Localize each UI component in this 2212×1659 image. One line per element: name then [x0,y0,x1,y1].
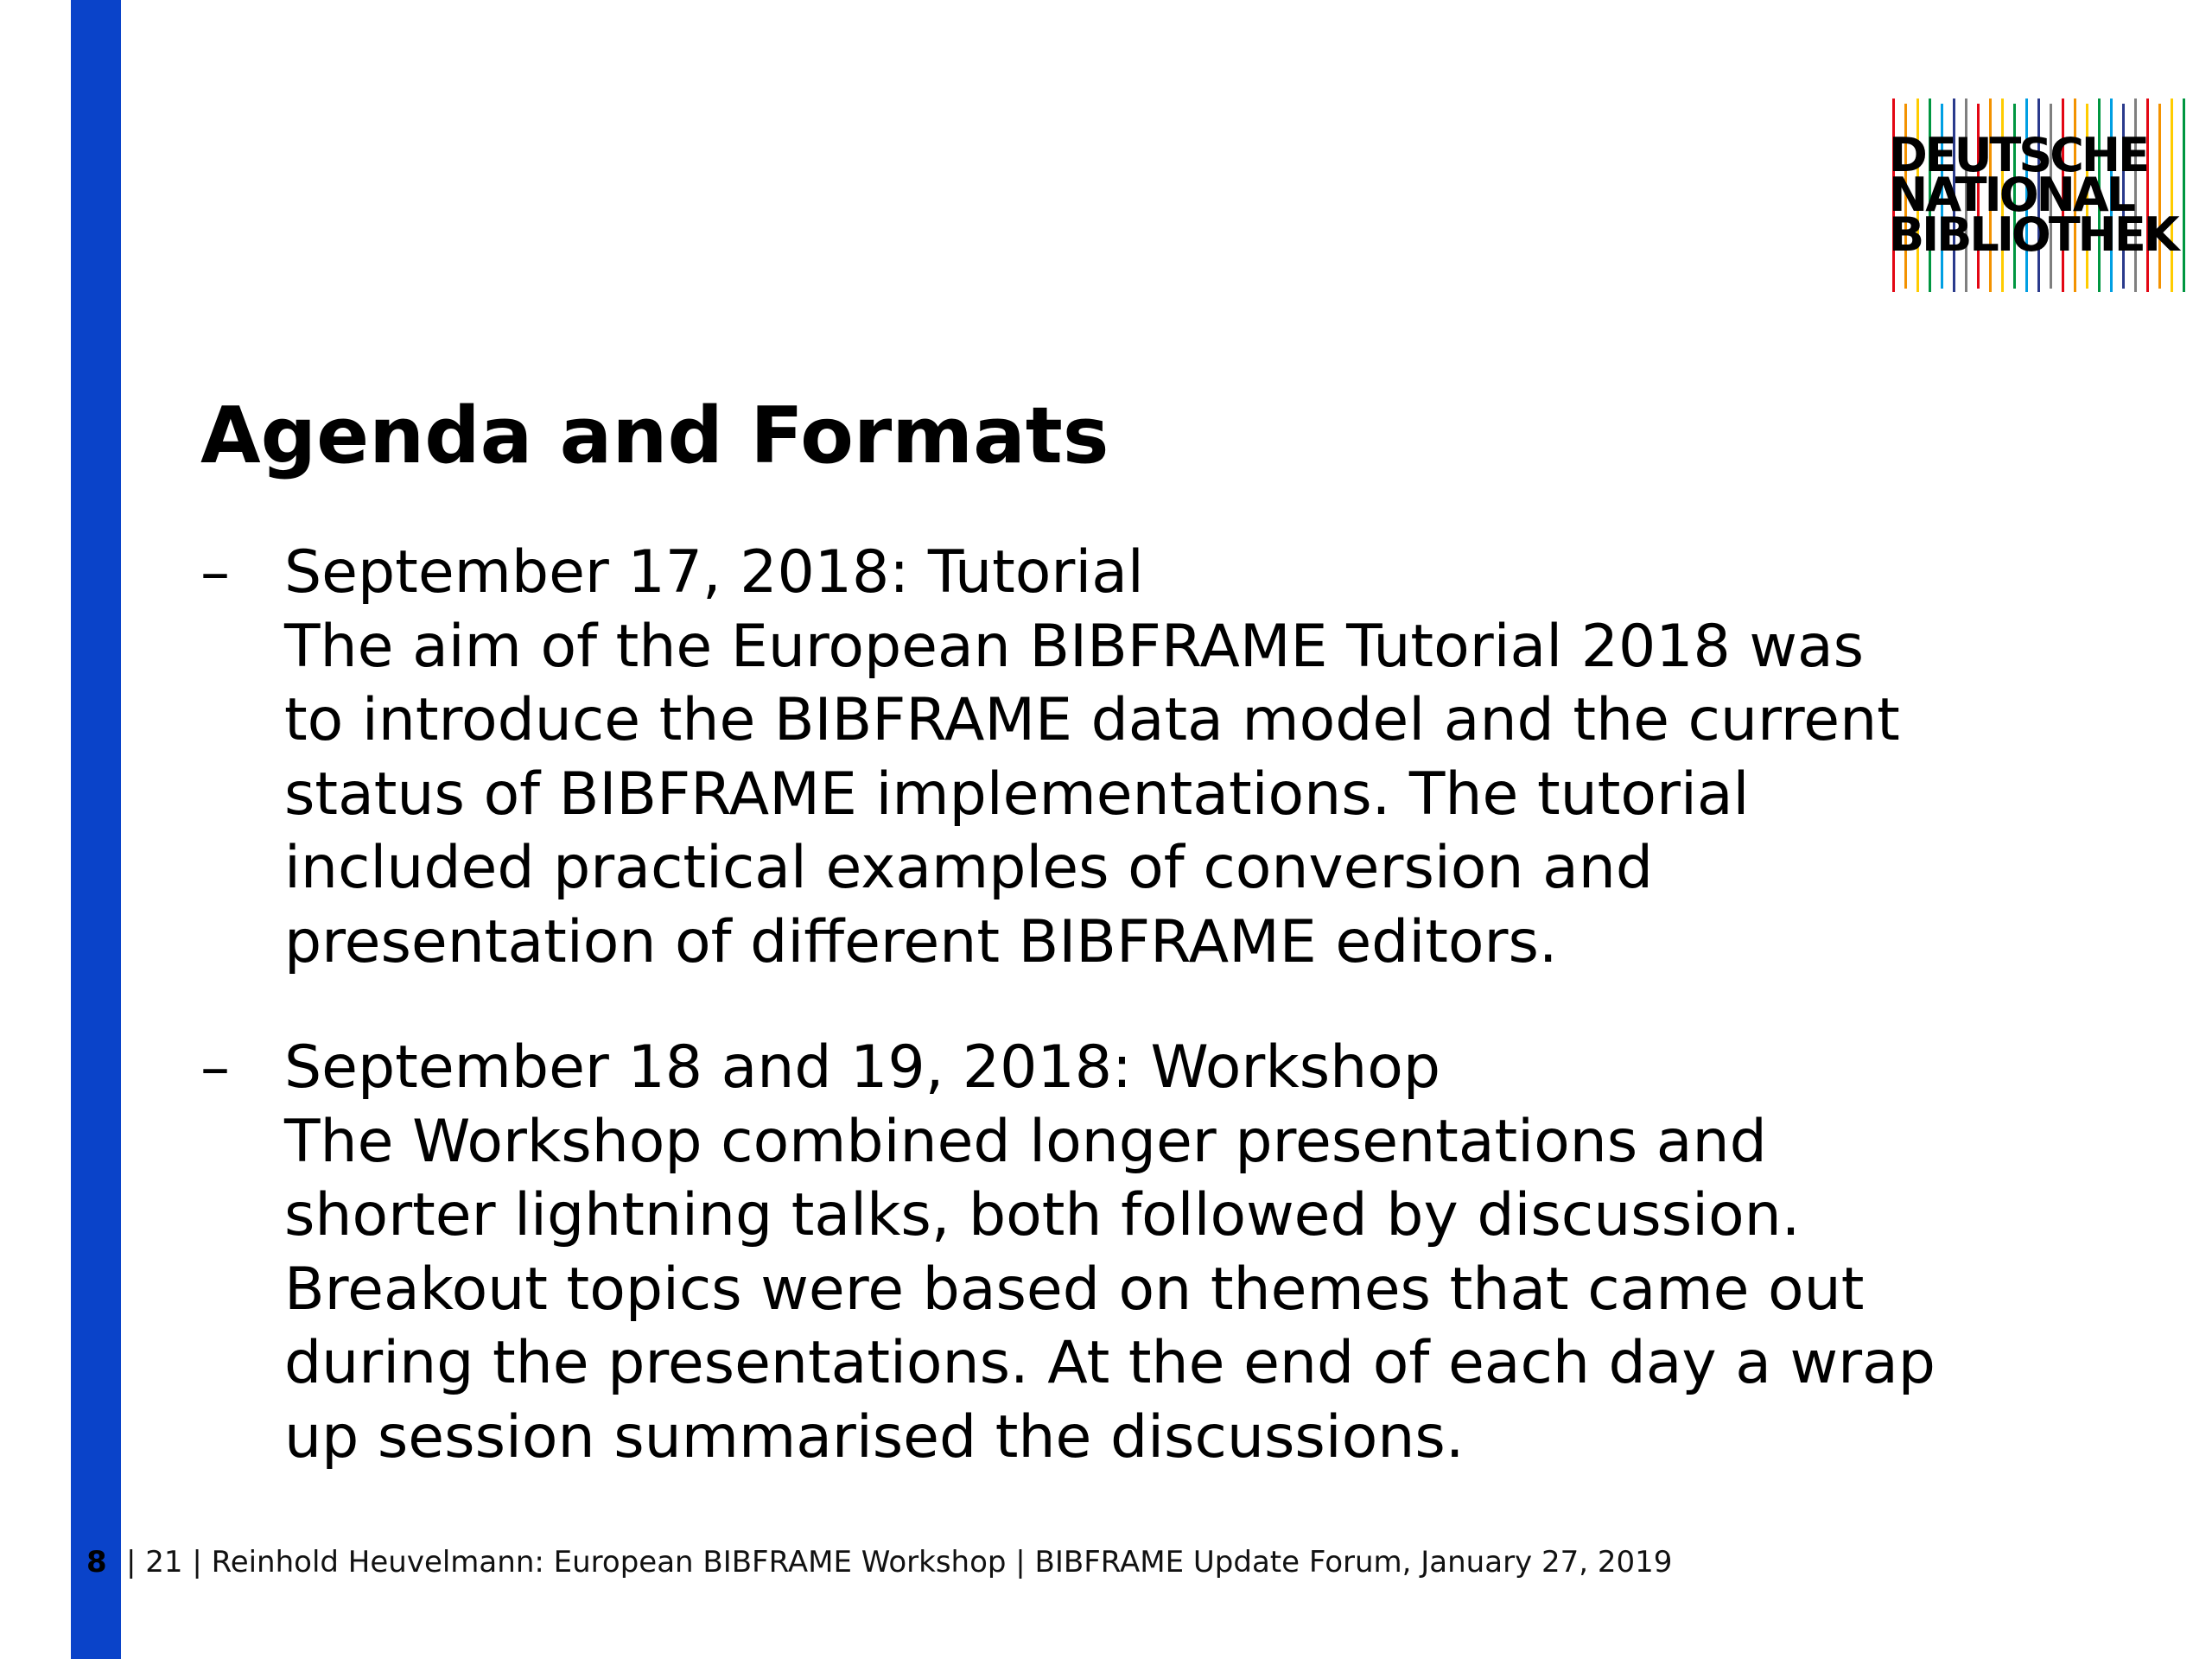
agenda-item [200,1031,2058,1474]
accent-bar [71,0,121,1659]
dnb-logo-line-2: NATIONAL [1889,168,2134,222]
footer-text: | 21 | Reinhold Heuvelmann: European BIBFRAME Workshop | BIBFRAME Update Forum, January 27, 2019 [126,1545,1673,1580]
slide-title: Agenda and Formats [200,391,1109,481]
dnb-logo [1889,99,2191,292]
agenda-item-content [284,536,2058,979]
dnb-logo-graphic [1889,99,2191,292]
agenda-item [200,536,2058,979]
agenda-item-text-line: presentation of different BIBFRAME editors. [284,907,1558,976]
agenda-item-text-line: shorter lightning talks, both followed by discussion. [284,1181,1801,1249]
agenda-item-text-line: up session summarised the discussions. [284,1402,1465,1471]
agenda-item-text-line: during the presentations. At the end of each day a wrap [284,1329,1936,1397]
agenda-item-text-line: The aim of the European BIBFRAME Tutorial 2018 was [284,612,1865,681]
bullet-dash: – [200,1033,230,1102]
agenda-item-text-line: to introduce the BIBFRAME data model and the current [284,686,1900,754]
agenda-item-text-line: The Workshop combined longer presentations and [284,1107,1767,1176]
bullet-dash: – [200,538,230,607]
slide-footer [0,1545,1901,1580]
agenda-item-heading: September 18 and 19, 2018: Workshop [284,1033,1440,1102]
agenda-item-text-line: included practical examples of conversion and [284,834,1654,902]
page-number: 8 [86,1545,107,1580]
logo-stripe [2183,99,2185,292]
dnb-logo-line-3: BIBLIOTHEK [1889,207,2177,262]
agenda-item-text-line: status of BIBFRAME implementations. The tutorial [284,760,1750,829]
agenda-item-text-line: Breakout topics were based on themes that came out [284,1255,1865,1324]
agenda-item-heading: September 17, 2018: Tutorial [284,538,1144,607]
agenda-item-content [284,1031,2058,1474]
logo-stripe [2171,99,2173,292]
dnb-logo-line-1: DEUTSCHE [1889,128,2147,182]
